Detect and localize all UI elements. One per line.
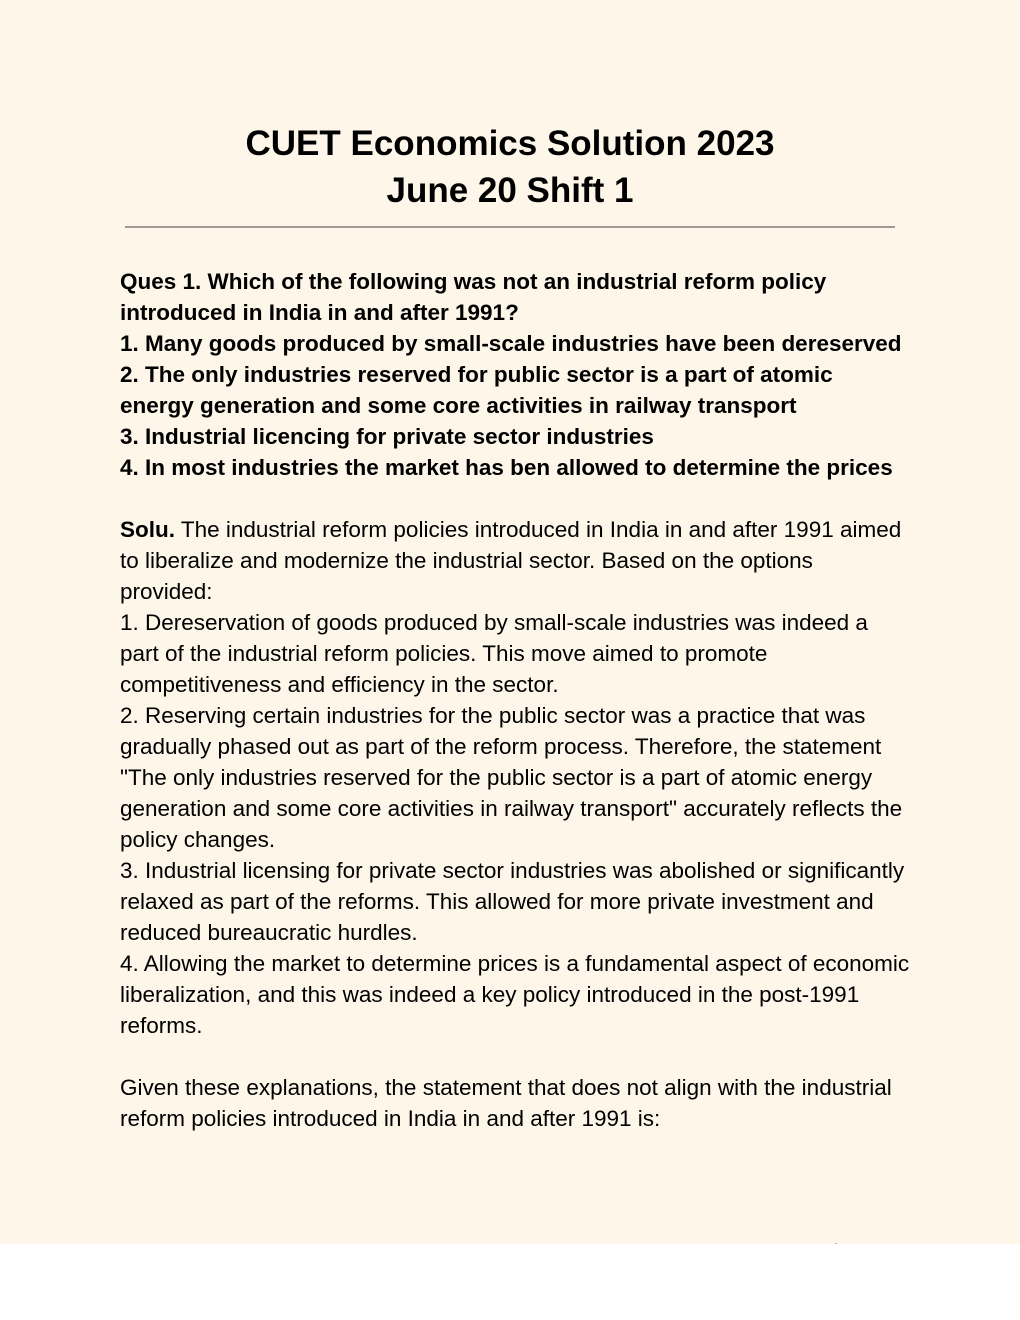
content-body: [120, 266, 910, 1134]
solution-point: 1. Dereservation of goods produced by small-scale industries was indeed a part of the industrial reform policies. This move aimed to promote competitiveness and efficiency in the sector.: [120, 610, 868, 697]
solution-label: Solu.: [120, 517, 175, 542]
question-option: 2. The only industries reserved for public sector is a part of atomic energy generation and some core activities in railway transport: [120, 362, 833, 418]
conclusion-block: [120, 1072, 910, 1134]
solution-block: [120, 514, 910, 1041]
solution-point: 3. Industrial licensing for private sector industries was abolished or significantly relaxed as part of the reforms. This allowed for more private investment and reduced bureaucratic hurdles.: [120, 858, 905, 945]
title-line-1: CUET Economics Solution 2023: [245, 124, 775, 163]
question-option: 1. Many goods produced by small-scale industries have been dereserved: [120, 331, 902, 356]
page-title: [0, 120, 1020, 214]
solution-intro-paragraph: [120, 514, 910, 607]
question-option: 3. Industrial licencing for private sector industries: [120, 424, 654, 449]
question-block: [120, 266, 910, 483]
question-stem: Ques 1. Which of the following was not an industrial reform policy introduced in India in and after 1991?: [120, 269, 827, 325]
question-option: 4. In most industries the market has ben allowed to determine the prices: [120, 455, 893, 480]
title-line-2: June 20 Shift 1: [386, 171, 634, 210]
solution-point: 4. Allowing the market to determine prices is a fundamental aspect of economic liberalization, and this was indeed a key policy introduced in the post-1991 reforms.: [120, 951, 910, 1038]
scan-speck: [835, 1243, 837, 1244]
title-divider: [125, 226, 895, 228]
solution-conclusion: Given these explanations, the statement that does not align with the industrial reform policies introduced in India in and after 1991 is:: [120, 1075, 892, 1131]
solution-point: 2. Reserving certain industries for the public sector was a practice that was gradually phased out as part of the reform process. Therefore, the statement "The only industries reserved for the public sector is a part of atomic energy generation and some core activities in railway transport" accurately reflects the policy changes.: [120, 703, 903, 852]
solution-intro: The industrial reform policies introduced in India in and after 1991 aimed to liberalize and modernize the industrial sector. Based on the options provided:: [120, 517, 902, 604]
